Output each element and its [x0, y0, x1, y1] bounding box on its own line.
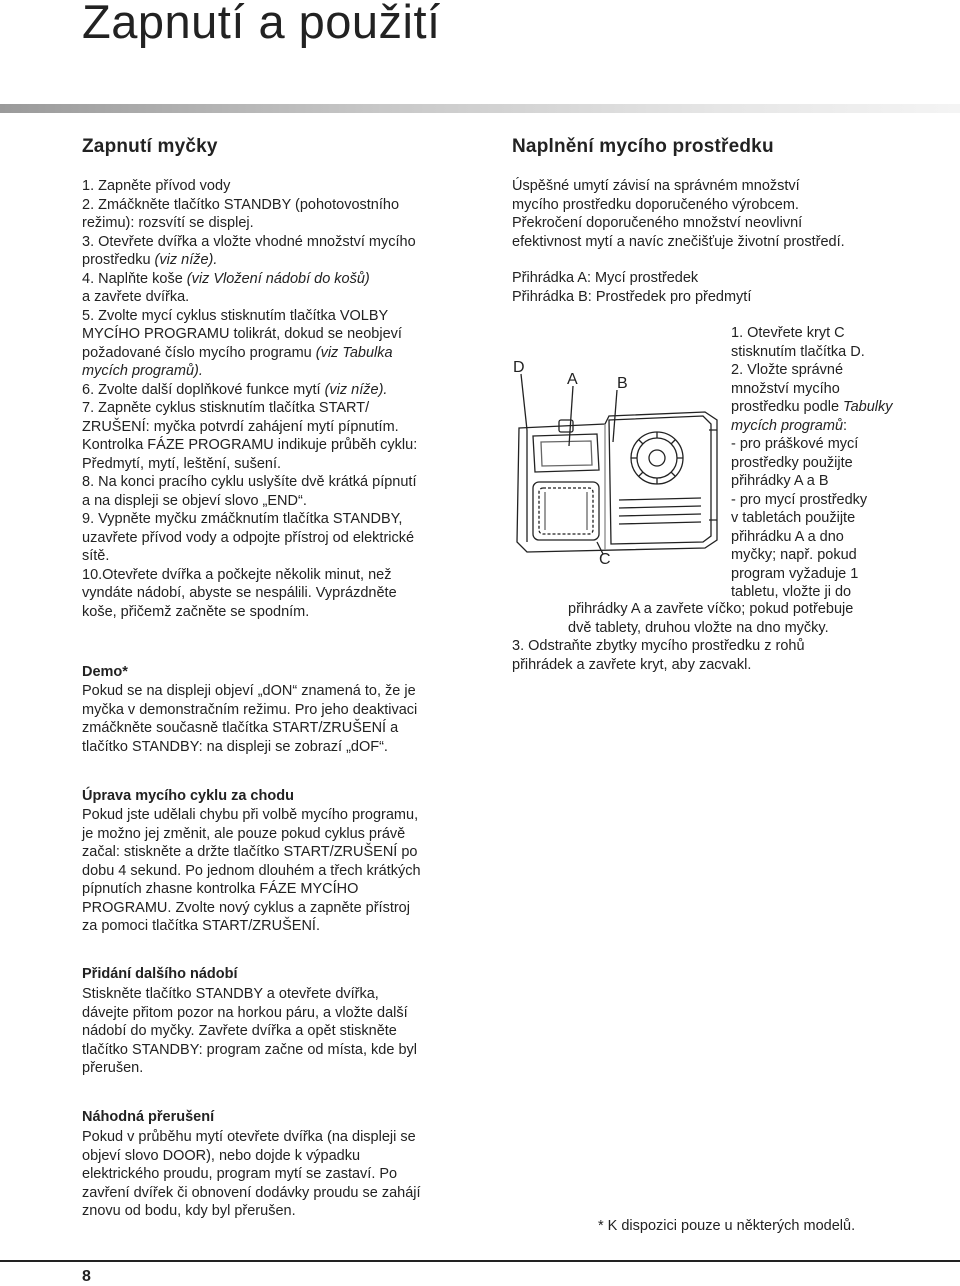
step-5: 5. Zvolte mycí cyklus stisknutím tlačítka VOLBY MYCÍHO PROGRAMU tolikrát, dokud se neobjeví požadované číslo mycího programu (viz Tabulka mycích programů). — [82, 307, 402, 379]
step-2: 2. Zmáčkněte tlačítko STANDBY (pohotovostního režimu): rozsvítí se displej. — [82, 196, 400, 231]
nahodna-text: Pokud v průběhu mytí otevřete dvířka (na displeji se objeví slovo DOOR), nebo dojde k výpadku elektrického proudu, program mytí se zastaví. Po zavření dvířek či obnovení dodávky proudu se zahájí znovu od bodu, kdy byl přerušen. — [82, 1129, 421, 1219]
label-d: D — [513, 359, 525, 376]
step-6: 6. Zvolte další doplňkové funkce mytí (viz níže). — [82, 381, 388, 398]
steps-list — [82, 177, 482, 621]
page-number: 8 — [82, 1268, 91, 1285]
side-instructions: 1. Otevřete kryt C stisknutím tlačítka D. 2. Vložte správné množství mycího prostředku podle Tabulky mycích programů: - pro práškové mycí prostředky použijte přihrádky A a B - pro mycí prostředky v tabletách použijte přihrádku A a dno myčky; např. pokud program vyžaduje 1 tabletu, vložte ji do — [731, 325, 893, 600]
intro-text: Úspěšné umytí závisí na správném množství mycího prostředku doporučeného výrobcem. Překročení doporučeného množství neovlivní efektivnost mytí a navíc znečišťuje životní prostředí. — [512, 178, 845, 250]
step-1: 1. Zapněte přívod vody — [82, 178, 231, 194]
heading-nahodna: Náhodná přerušení — [82, 1109, 215, 1125]
compartments-text: Přihrádka A: Mycí prostředek Přihrádka B: Prostředek pro předmytí — [512, 270, 752, 305]
step-10: 10.Otevřete dvířka a počkejte několik minut, než vyndáte nádobí, abyste se nespálili. Vyprázdněte koše, přičemž začněte se spodním. — [82, 566, 397, 620]
footer-rule — [0, 1260, 960, 1262]
step-7: 7. Zapněte cyklus stisknutím tlačítka START/ ZRUŠENÍ: myčka potvrdí zahájení mytí pípnutím. Kontrolka FÁZE PROGRAMU indikuje průběh cyklu: Předmytí, mytí, leštění, sušení. — [82, 400, 418, 472]
heading-uprava: Úprava mycího cyklu za chodu — [82, 788, 294, 804]
page-title: Zapnutí a použití — [82, 0, 441, 48]
footnote: * K dispozici pouze u některých modelů. — [598, 1218, 856, 1234]
label-b: B — [617, 375, 628, 392]
heading-naplneni: Naplnění mycího prostředku — [512, 136, 774, 157]
title-rule — [0, 104, 960, 113]
heading-demo: Demo* — [82, 664, 128, 680]
demo-text: Pokud se na displeji objeví „dON“ znamená to, že je myčka v demonstračním režimu. Pro jeho deaktivaci zmáčkněte současně tlačítka START/ZRUŠENÍ a tlačítko STANDBY: na displeji se zobrazí „dOF“. — [82, 683, 418, 755]
heading-zapnuti-mycky: Zapnutí myčky — [82, 136, 218, 157]
step-4: 4. Naplňte koše (viz Vložení nádobí do košů) a zavřete dvířka. — [82, 270, 370, 305]
step-8: 8. Na konci pracího cyklu uslyšíte dvě krátká pípnutí a na displeji se objeví slovo „END“. — [82, 474, 417, 509]
uprava-text: Pokud jste udělali chybu při volbě mycího programu, je možno jej změnit, ale pouze pokud cyklus právě začal: stiskněte a držte tlačítko START/ZRUŠENÍ po dobu 4 sekund. Po jednom dlouhém a třech krátkých pípnutích zhasne kontrolka FÁZE MYCÍHO PROGRAMU. Zvolte nový cyklus a zapněte přístroj za pomoci tlačítka START/ZRUŠENÍ. — [82, 807, 421, 934]
pridani-text: Stiskněte tlačítko STANDBY a otevřete dvířka, dávejte přitom pozor na horkou páru, a vložte další nádobí do myčky. Zavřete dvířka a opět stiskněte tlačítko STANDBY: program začne od místa, kde byl přerušen. — [82, 986, 417, 1076]
step-9: 9. Vypněte myčku zmáčknutím tlačítka STANDBY, uzavřete přívod vody a odpojte přístroj od elektrické sítě. — [82, 511, 415, 564]
label-a: A — [567, 371, 578, 388]
heading-pridani: Přidání dalšího nádobí — [82, 966, 238, 982]
dispenser-diagram — [505, 350, 730, 582]
continuation-text: přihrádky A a zavřete víčko; pokud potřebuje dvě tablety, druhou vložte na dno myčky. 3. Odstraňte zbytky mycího prostředku z rohů přihrádek a zavřete kryt, aby zacvakl. — [512, 601, 854, 673]
step-3: 3. Otevřete dvířka a vložte vhodné množství mycího prostředku (viz níže). — [82, 233, 416, 268]
label-c: C — [599, 551, 611, 568]
